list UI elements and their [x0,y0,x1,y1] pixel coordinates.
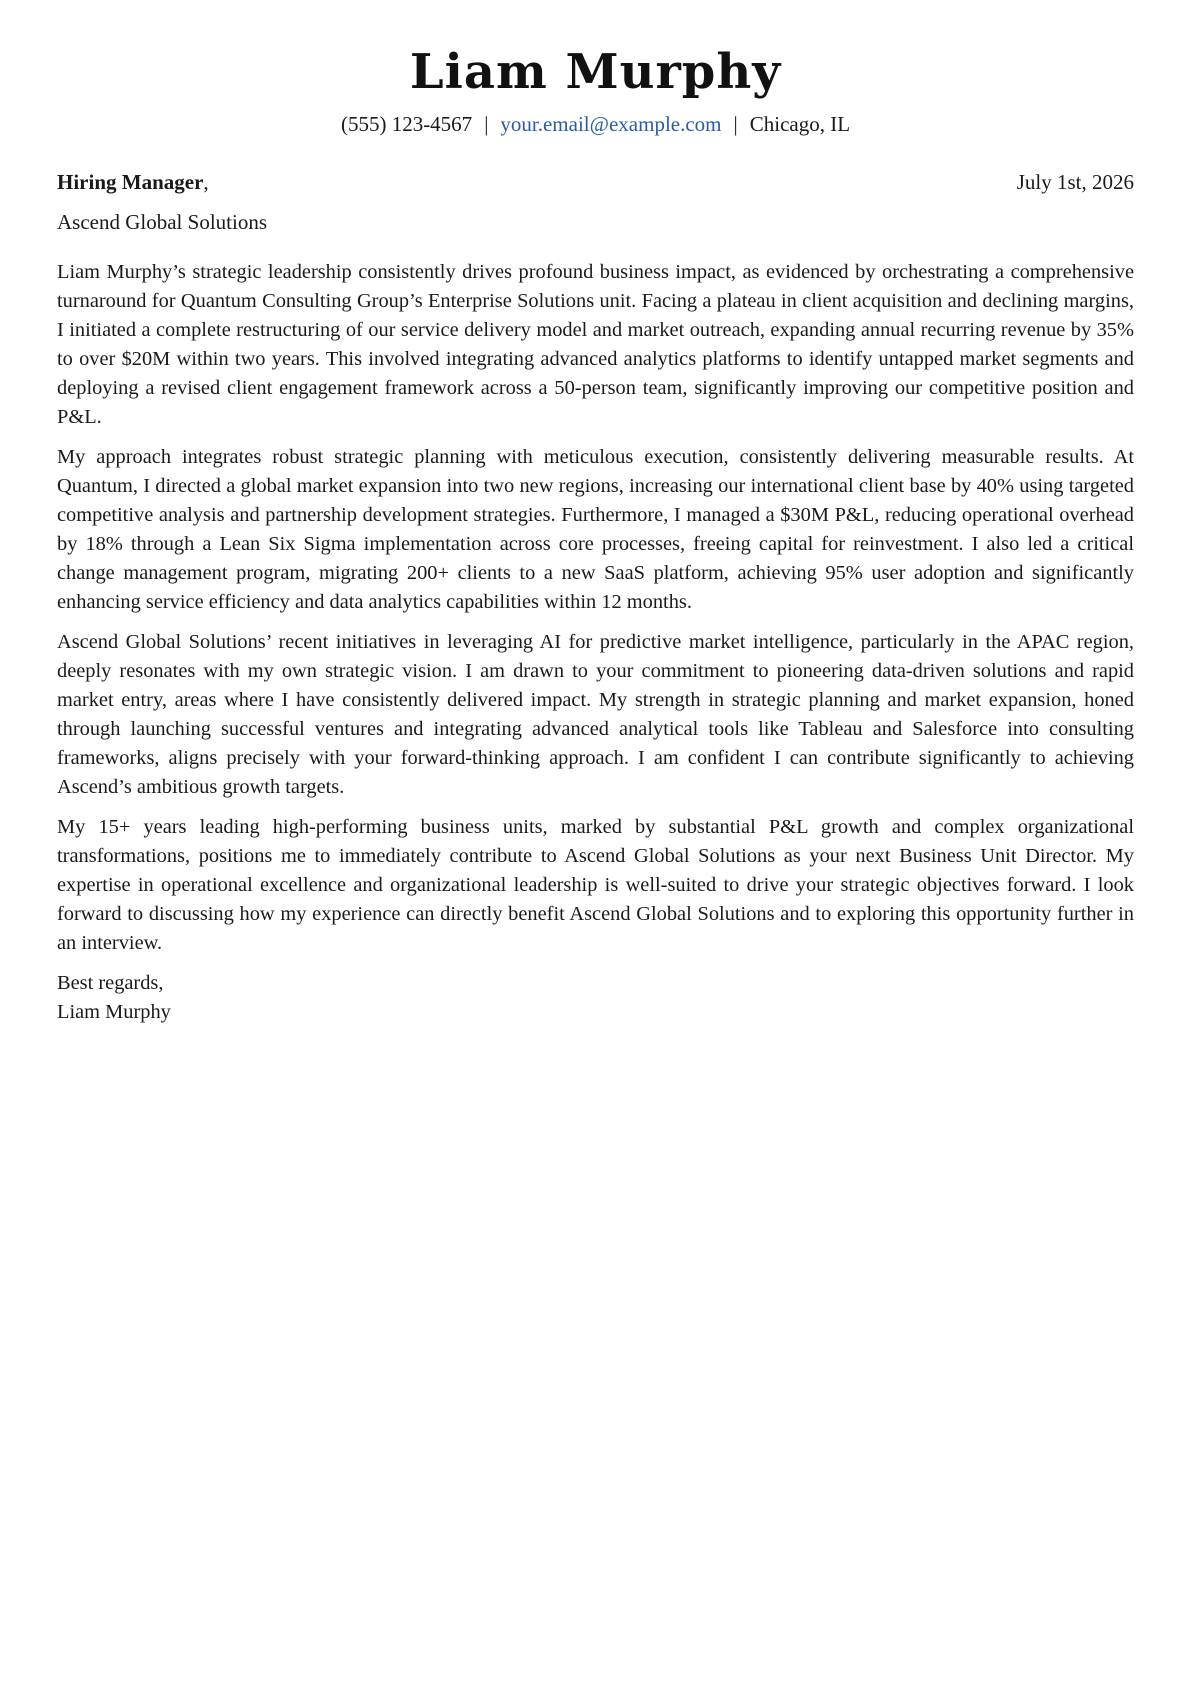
recipient-name: Hiring Manager [57,170,204,194]
body-paragraph: My approach integrates robust strategic planning with meticulous execution, consistently delivering measurable results. At Quantum, I directed a global market expansion into two new regions, increasing our international client base by 40% using targeted competitive analysis and partnership development strategies. Furthermore, I managed a $30M P&L, reducing operational overhead by 18% through a Lean Six Sigma implementation across core processes, freeing capital for reinvestment. I also led a critical change management program, migrating 200+ clients to a new SaaS platform, achieving 95% user adoption and significantly enhancing service efficiency and data analytics capabilities within 12 months. [57,446,1134,613]
body-paragraph: Ascend Global Solutions’ recent initiatives in leveraging AI for predictive market intelligence, particularly in the APAC region, deeply resonates with my own strategic vision. I am drawn to your commitment to pioneering data-driven solutions and rapid market entry, areas where I have consistently delivered impact. My strength in strategic planning and market expansion, honed through launching successful ventures and integrating advanced analytical tools like Tableau and Salesforce into consulting frameworks, aligns precisely with your forward-thinking approach. I am confident I can contribute significantly to achieving Ascend’s ambitious growth targets. [57,631,1134,798]
letter-date: July 1st, 2026 [1016,170,1134,194]
cover-letter-page [57,0,1134,1027]
letter-body [57,258,1134,958]
signature-name: Liam Murphy [57,1001,171,1023]
contact-separator: | [733,112,738,136]
company-name: Ascend Global Solutions [57,210,267,234]
closing-block [57,969,1134,1027]
recipient-date-row [57,168,1134,196]
contact-separator: | [484,112,489,136]
closing-salutation: Best regards, [57,972,164,994]
phone-number: (555) 123-4567 [340,112,473,136]
recipient-suffix: , [203,170,209,194]
recipient [57,168,209,196]
contact-line [57,110,1134,138]
applicant-name: Liam Murphy [409,44,782,100]
location: Chicago, IL [749,112,851,136]
body-paragraph: Liam Murphy’s strategic leadership consistently drives profound business impact, as evidenced by orchestrating a comprehensive turnaround for Quantum Consulting Group’s Enterprise Solutions unit. Facing a plateau in client acquisition and declining margins, I initiated a complete restructuring of our service delivery model and market outreach, expanding annual recurring revenue by 35% to over $20M within two years. This involved integrating advanced analytics platforms to identify untapped market segments and deploying a revised client engagement framework across a 50-person team, significantly improving our competitive position and P&L. [57,261,1134,428]
body-paragraph: My 15+ years leading high-performing business units, marked by substantial P&L growth and complex organizational transformations, positions me to immediately contribute to Ascend Global Solutions as your next Business Unit Director. My expertise in operational excellence and organizational leadership is well-suited to drive your strategic objectives forward. I look forward to discussing how my experience can directly benefit Ascend Global Solutions and to exploring this opportunity further in an interview. [57,816,1134,954]
email-link[interactable]: your.email@example.com [500,112,722,136]
